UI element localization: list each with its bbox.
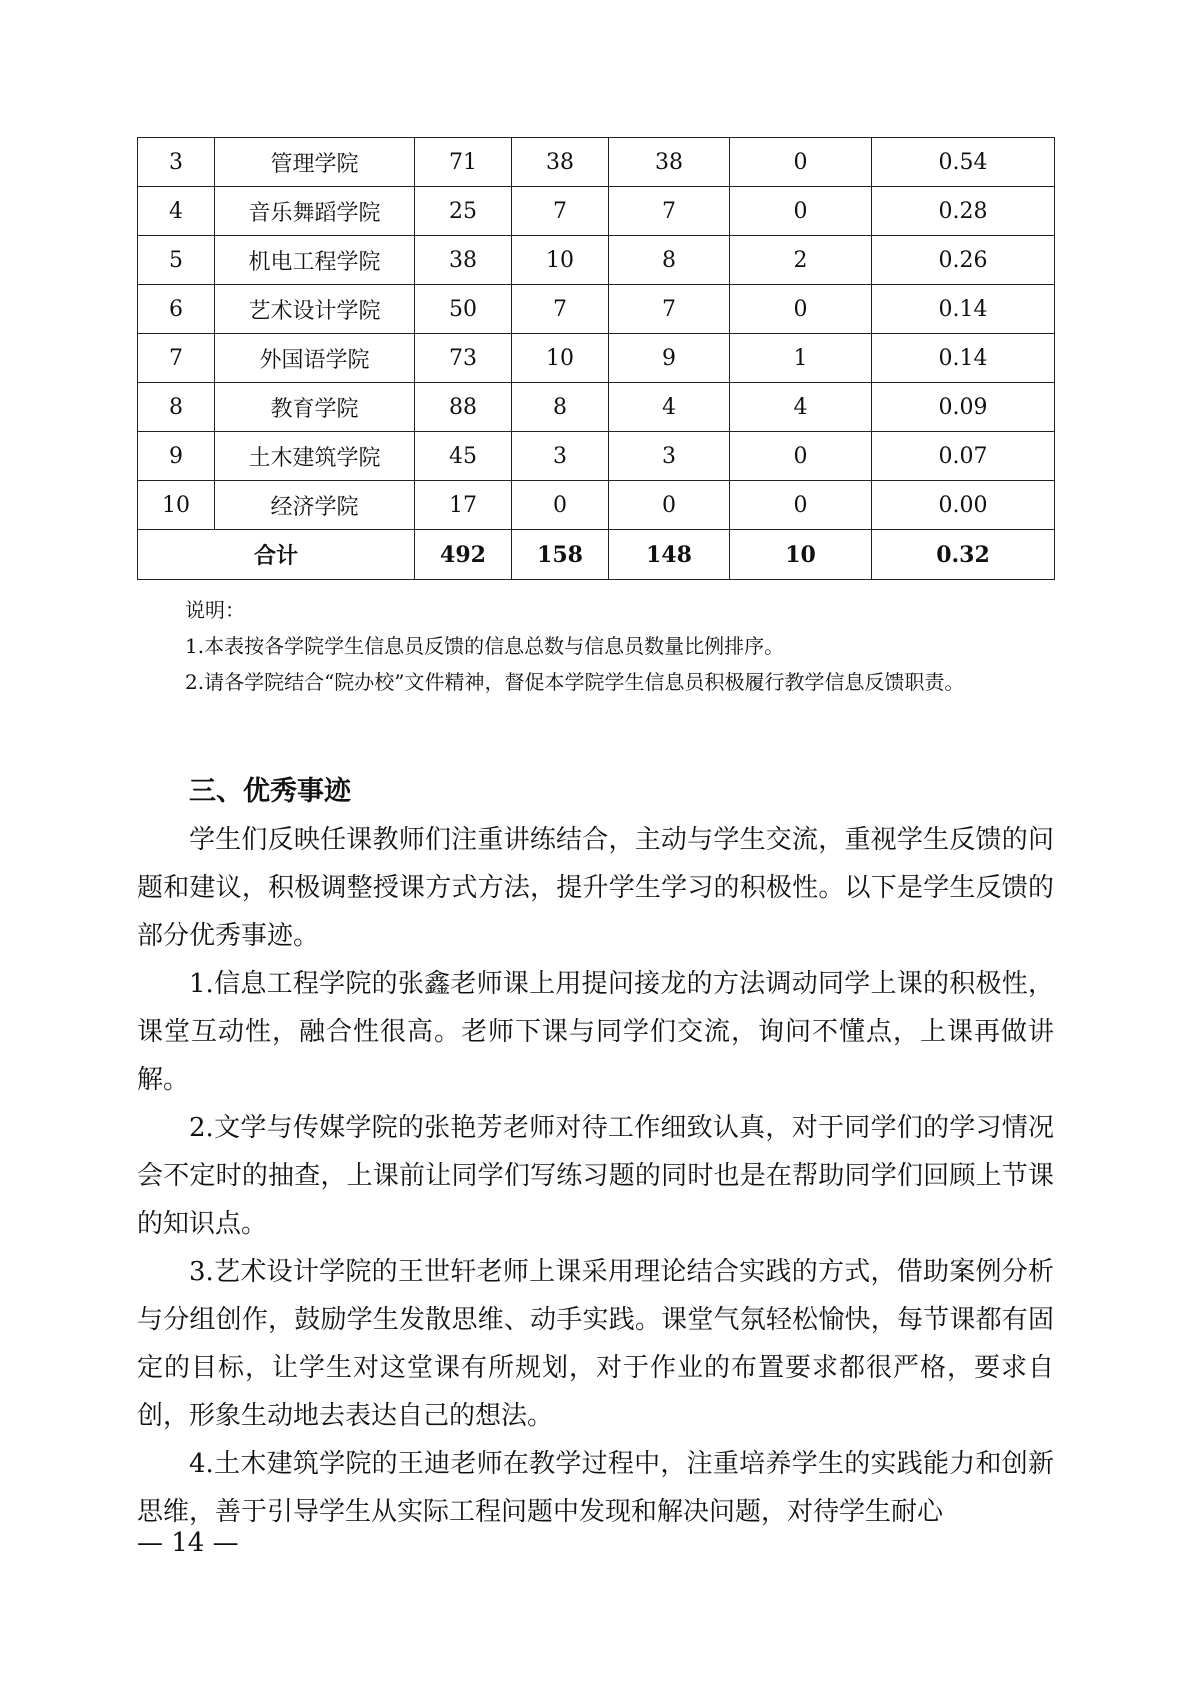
total-cell: 10 xyxy=(730,530,872,580)
table-cell: 0.54 xyxy=(872,138,1055,187)
total-cell: 0.32 xyxy=(872,530,1055,580)
table-cell: 2 xyxy=(730,236,872,285)
table-cell: 17 xyxy=(415,481,512,530)
table-cell: 0.14 xyxy=(872,334,1055,383)
total-cell: 492 xyxy=(415,530,512,580)
table-cell: 10 xyxy=(512,236,609,285)
intro-paragraph: 学生们反映任课教师们注重讲练结合，主动与学生交流，重视学生反馈的问题和建议，积极调整授课方式方法，提升学生学习的积极性。以下是学生反馈的部分优秀事迹。 xyxy=(137,825,1054,951)
table-cell: 3 xyxy=(512,432,609,481)
table-cell: 0.28 xyxy=(872,187,1055,236)
table-row xyxy=(138,383,1055,432)
table-cell: 9 xyxy=(609,334,730,383)
table-cell: 7 xyxy=(609,187,730,236)
table-cell: 机电工程学院 xyxy=(215,236,415,285)
table-cell: 0.07 xyxy=(872,432,1055,481)
table-cell: 1 xyxy=(730,334,872,383)
table-cell: 5 xyxy=(138,236,215,285)
table-cell: 管理学院 xyxy=(215,138,415,187)
page-number: — 14 — xyxy=(137,1528,239,1558)
table-cell: 0 xyxy=(512,481,609,530)
table-cell: 8 xyxy=(609,236,730,285)
table-cell: 7 xyxy=(609,285,730,334)
table-cell: 38 xyxy=(512,138,609,187)
table-cell: 经济学院 xyxy=(215,481,415,530)
total-label: 合计 xyxy=(138,530,415,580)
table-cell: 71 xyxy=(415,138,512,187)
table-cell: 0 xyxy=(730,138,872,187)
table-cell: 10 xyxy=(512,334,609,383)
table-cell: 7 xyxy=(138,334,215,383)
table-row xyxy=(138,334,1055,383)
table-cell: 25 xyxy=(415,187,512,236)
table-cell: 4 xyxy=(609,383,730,432)
total-row xyxy=(138,530,1055,580)
table-cell: 50 xyxy=(415,285,512,334)
table-row xyxy=(138,187,1055,236)
table-cell: 0.00 xyxy=(872,481,1055,530)
table-cell: 0.09 xyxy=(872,383,1055,432)
table-cell: 0 xyxy=(730,187,872,236)
table-cell: 38 xyxy=(609,138,730,187)
table-cell: 9 xyxy=(138,432,215,481)
table-row xyxy=(138,481,1055,530)
deed-paragraph-3: 3.艺术设计学院的王世轩老师上课采用理论结合实践的方式，借助案例分析与分组创作，鼓励学生发散思维、动手实践。课堂气氛轻松愉快，每节课都有固定的目标，让学生对这堂课有所规划，对于作业的布置要求都很严格，要求自创，形象生动地去表达自己的想法。 xyxy=(137,1257,1054,1431)
table-cell: 45 xyxy=(415,432,512,481)
total-cell: 148 xyxy=(609,530,730,580)
table-cell: 0.14 xyxy=(872,285,1055,334)
outstanding-deeds-section xyxy=(137,768,1054,1536)
table-cell: 艺术设计学院 xyxy=(215,285,415,334)
note-item-1: 1.本表按各学院学生信息员反馈的信息总数与信息员数量比例排序。 xyxy=(185,634,785,658)
table-cell: 6 xyxy=(138,285,215,334)
deed-paragraph-1: 1.信息工程学院的张鑫老师课上用提问接龙的方法调动同学上课的积极性，课堂互动性，融合性很高。老师下课与同学们交流，询问不懂点，上课再做讲解。 xyxy=(137,969,1054,1095)
note-item-2: 2.请各学院结合“院办校”文件精神，督促本学院学生信息员积极履行教学信息反馈职责。 xyxy=(185,670,965,694)
table-cell: 7 xyxy=(512,285,609,334)
table-cell: 4 xyxy=(730,383,872,432)
table-cell: 73 xyxy=(415,334,512,383)
table-cell: 8 xyxy=(138,383,215,432)
table-cell: 10 xyxy=(138,481,215,530)
table-cell: 0 xyxy=(730,432,872,481)
table-cell: 0 xyxy=(609,481,730,530)
deed-paragraph-2: 2.文学与传媒学院的张艳芳老师对待工作细致认真，对于同学们的学习情况会不定时的抽查，上课前让同学们写练习题的同时也是在帮助同学们回顾上节课的知识点。 xyxy=(137,1113,1054,1239)
table-cell: 外国语学院 xyxy=(215,334,415,383)
table-row xyxy=(138,236,1055,285)
table-cell: 0 xyxy=(730,481,872,530)
table-cell: 3 xyxy=(138,138,215,187)
table-cell: 88 xyxy=(415,383,512,432)
table-cell: 4 xyxy=(138,187,215,236)
table-row xyxy=(138,432,1055,481)
table-cell: 音乐舞蹈学院 xyxy=(215,187,415,236)
total-cell: 158 xyxy=(512,530,609,580)
table-row xyxy=(138,285,1055,334)
table-cell: 38 xyxy=(415,236,512,285)
table-row xyxy=(138,138,1055,187)
table-cell: 教育学院 xyxy=(215,383,415,432)
table-notes xyxy=(137,592,1054,700)
table-body xyxy=(138,138,1055,580)
statistics-table xyxy=(137,137,1055,580)
deed-paragraph-4: 4.土木建筑学院的王迪老师在教学过程中，注重培养学生的实践能力和创新思维，善于引导学生从实际工程问题中发现和解决问题，对待学生耐心 xyxy=(137,1449,1054,1527)
table-cell: 0.26 xyxy=(872,236,1055,285)
table-cell: 7 xyxy=(512,187,609,236)
table-cell: 8 xyxy=(512,383,609,432)
section-title: 三、优秀事迹 xyxy=(189,776,351,807)
table-cell: 3 xyxy=(609,432,730,481)
table-cell: 0 xyxy=(730,285,872,334)
notes-heading: 说明： xyxy=(185,598,245,622)
table-cell: 土木建筑学院 xyxy=(215,432,415,481)
